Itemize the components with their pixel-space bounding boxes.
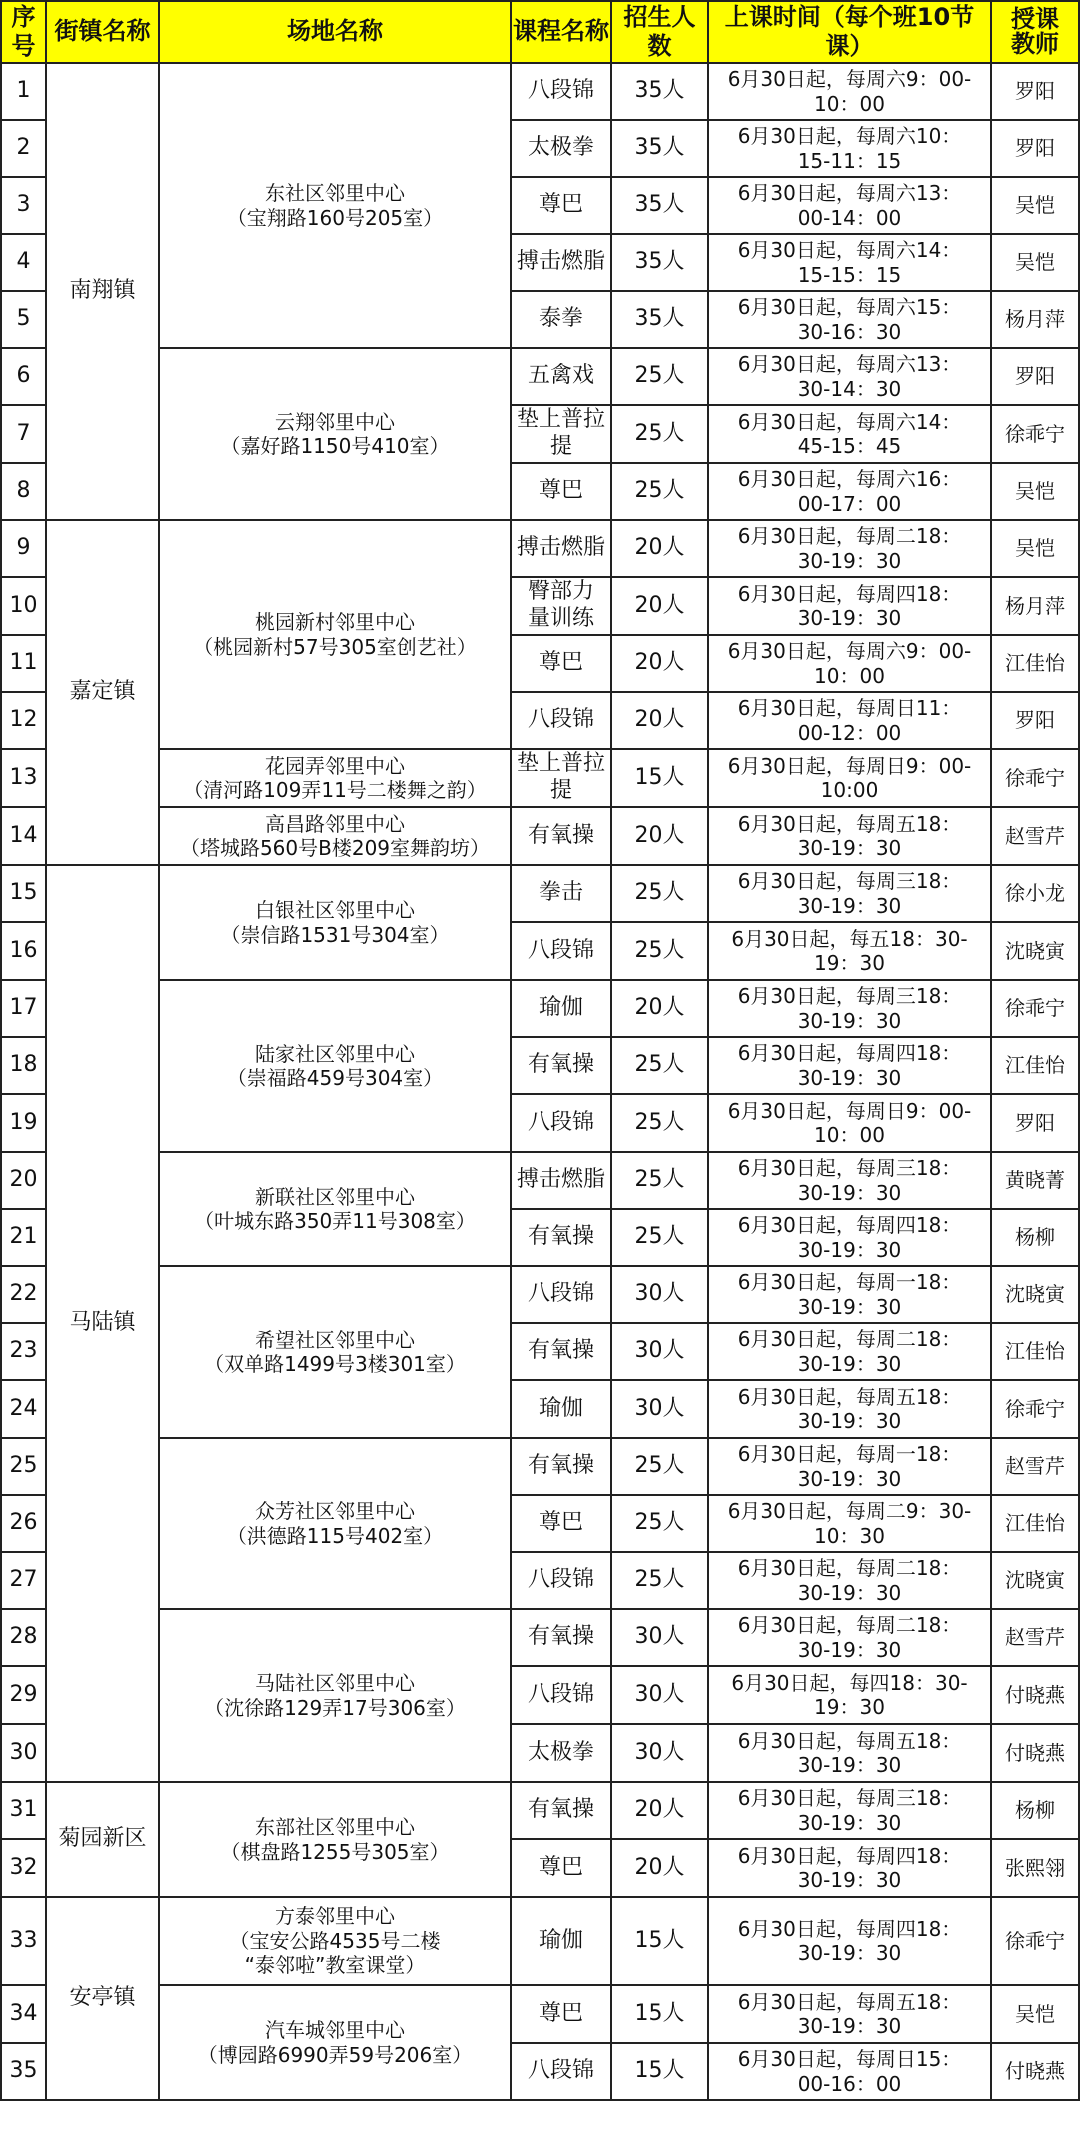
course-name: 尊巴 bbox=[512, 1986, 612, 2044]
row-number: 32 bbox=[0, 1840, 47, 1898]
row-number: 28 bbox=[0, 1610, 47, 1667]
teacher-name: 吴恺 bbox=[992, 1986, 1080, 2044]
course-name: 太极拳 bbox=[512, 1725, 612, 1783]
course-name: 搏击燃脂 bbox=[512, 521, 612, 578]
course-name: 有氧操 bbox=[512, 1783, 612, 1840]
class-time: 6月30日起，每周六16： 00-17：00 bbox=[709, 464, 992, 521]
class-time: 6月30日起，每周三18： 30-19：30 bbox=[709, 981, 992, 1038]
course-name: 有氧操 bbox=[512, 1210, 612, 1267]
class-time: 6月30日起，每周二18： 30-19：30 bbox=[709, 521, 992, 578]
course-name: 搏击燃脂 bbox=[512, 1153, 612, 1210]
teacher-name: 徐小龙 bbox=[992, 866, 1080, 923]
teacher-name: 罗阳 bbox=[992, 121, 1080, 178]
row-number: 8 bbox=[0, 464, 47, 521]
teacher-name: 杨柳 bbox=[992, 1783, 1080, 1840]
class-time: 6月30日起，每周六14： 45-15：45 bbox=[709, 406, 992, 464]
row-number: 17 bbox=[0, 981, 47, 1038]
course-name: 八段锦 bbox=[512, 1095, 612, 1153]
enrollment-count: 20人 bbox=[612, 981, 709, 1038]
enrollment-count: 20人 bbox=[612, 808, 709, 866]
course-name: 尊巴 bbox=[512, 178, 612, 235]
row-number: 5 bbox=[0, 292, 47, 349]
header-town: 街镇名称 bbox=[47, 0, 160, 64]
class-time: 6月30日起，每周六9：00- 10：00 bbox=[709, 636, 992, 693]
class-time: 6月30日起，每周二18： 30-19：30 bbox=[709, 1324, 992, 1381]
course-name: 拳击 bbox=[512, 866, 612, 923]
teacher-name: 吴恺 bbox=[992, 235, 1080, 292]
row-number: 14 bbox=[0, 808, 47, 866]
row-number: 24 bbox=[0, 1381, 47, 1439]
enrollment-count: 35人 bbox=[612, 178, 709, 235]
teacher-name: 赵雪芹 bbox=[992, 808, 1080, 866]
enrollment-count: 30人 bbox=[612, 1667, 709, 1725]
course-name: 瑜伽 bbox=[512, 1898, 612, 1986]
class-time: 6月30日起，每周四18： 30-19：30 bbox=[709, 1898, 992, 1986]
venue-cell: 东部社区邻里中心 （棋盘路1255号305室） bbox=[160, 1783, 512, 1898]
teacher-name: 徐乖宁 bbox=[992, 1381, 1080, 1439]
class-time: 6月30日起，每周六13： 30-14：30 bbox=[709, 349, 992, 406]
teacher-name: 吴恺 bbox=[992, 521, 1080, 578]
teacher-name: 江佳怡 bbox=[992, 1496, 1080, 1553]
row-number: 3 bbox=[0, 178, 47, 235]
row-number: 19 bbox=[0, 1095, 47, 1153]
venue-cell: 众芳社区邻里中心 （洪德路115号402室） bbox=[160, 1439, 512, 1610]
course-name: 泰拳 bbox=[512, 292, 612, 349]
enrollment-count: 25人 bbox=[612, 349, 709, 406]
header-time: 上课时间（每个班10节课） bbox=[709, 0, 992, 64]
teacher-name: 徐乖宁 bbox=[992, 750, 1080, 808]
class-time: 6月30日起，每周四18： 30-19：30 bbox=[709, 1210, 992, 1267]
header-venue: 场地名称 bbox=[160, 0, 512, 64]
teacher-name: 徐乖宁 bbox=[992, 981, 1080, 1038]
class-time: 6月30日起，每周六14： 15-15：15 bbox=[709, 235, 992, 292]
class-time: 6月30日起，每周一18： 30-19：30 bbox=[709, 1439, 992, 1496]
course-name: 有氧操 bbox=[512, 1610, 612, 1667]
header-no: 序号 bbox=[0, 0, 47, 64]
teacher-name: 杨月萍 bbox=[992, 578, 1080, 636]
course-name: 八段锦 bbox=[512, 923, 612, 981]
row-number: 23 bbox=[0, 1324, 47, 1381]
course-name: 瑜伽 bbox=[512, 1381, 612, 1439]
header-count: 招生人数 bbox=[612, 0, 709, 64]
row-number: 10 bbox=[0, 578, 47, 636]
venue-cell: 新联社区邻里中心 （叶城东路350弄11号308室） bbox=[160, 1153, 512, 1267]
venue-cell: 花园弄邻里中心 （清河路109弄11号二楼舞之韵） bbox=[160, 750, 512, 808]
teacher-name: 罗阳 bbox=[992, 1095, 1080, 1153]
enrollment-count: 25人 bbox=[612, 1496, 709, 1553]
class-time: 6月30日起，每周六10： 15-11：15 bbox=[709, 121, 992, 178]
teacher-name: 徐乖宁 bbox=[992, 406, 1080, 464]
course-name: 垫上普拉 提 bbox=[512, 406, 612, 464]
row-number: 33 bbox=[0, 1898, 47, 1986]
row-number: 1 bbox=[0, 64, 47, 121]
town-cell: 马陆镇 bbox=[47, 866, 160, 1783]
town-cell: 菊园新区 bbox=[47, 1783, 160, 1898]
row-number: 4 bbox=[0, 235, 47, 292]
class-time: 6月30日起，每周三18： 30-19：30 bbox=[709, 1783, 992, 1840]
town-cell: 南翔镇 bbox=[47, 64, 160, 521]
course-name: 八段锦 bbox=[512, 64, 612, 121]
venue-cell: 方泰邻里中心 （宝安公路4535号二楼 “泰邻啦”教室课堂） bbox=[160, 1898, 512, 1986]
teacher-name: 沈晓寅 bbox=[992, 1267, 1080, 1324]
course-name: 八段锦 bbox=[512, 2044, 612, 2101]
class-time: 6月30日起，每周一18： 30-19：30 bbox=[709, 1267, 992, 1324]
course-name: 臀部力 量训练 bbox=[512, 578, 612, 636]
class-time: 6月30日起，每周五18： 30-19：30 bbox=[709, 1986, 992, 2044]
enrollment-count: 15人 bbox=[612, 1986, 709, 2044]
row-number: 7 bbox=[0, 406, 47, 464]
enrollment-count: 25人 bbox=[612, 464, 709, 521]
enrollment-count: 25人 bbox=[612, 1038, 709, 1095]
teacher-name: 赵雪芹 bbox=[992, 1439, 1080, 1496]
enrollment-count: 30人 bbox=[612, 1725, 709, 1783]
course-name: 有氧操 bbox=[512, 1439, 612, 1496]
teacher-name: 付晓燕 bbox=[992, 1725, 1080, 1783]
enrollment-count: 25人 bbox=[612, 866, 709, 923]
enrollment-count: 35人 bbox=[612, 64, 709, 121]
row-number: 30 bbox=[0, 1725, 47, 1783]
enrollment-count: 20人 bbox=[612, 1840, 709, 1898]
class-time: 6月30日起，每周四18： 30-19：30 bbox=[709, 578, 992, 636]
enrollment-count: 15人 bbox=[612, 1898, 709, 1986]
class-time: 6月30日起，每周二18： 30-19：30 bbox=[709, 1610, 992, 1667]
course-name: 太极拳 bbox=[512, 121, 612, 178]
teacher-name: 罗阳 bbox=[992, 693, 1080, 750]
row-number: 21 bbox=[0, 1210, 47, 1267]
venue-cell: 桃园新村邻里中心 （桃园新村57号305室创艺社） bbox=[160, 521, 512, 750]
teacher-name: 江佳怡 bbox=[992, 636, 1080, 693]
venue-cell: 汽车城邻里中心 （博园路6990弄59号206室） bbox=[160, 1986, 512, 2101]
teacher-name: 罗阳 bbox=[992, 349, 1080, 406]
course-name: 尊巴 bbox=[512, 636, 612, 693]
teacher-name: 杨月萍 bbox=[992, 292, 1080, 349]
row-number: 16 bbox=[0, 923, 47, 981]
class-time: 6月30日起，每周三18： 30-19：30 bbox=[709, 866, 992, 923]
teacher-name: 江佳怡 bbox=[992, 1038, 1080, 1095]
class-time: 6月30日起，每周六13： 00-14：00 bbox=[709, 178, 992, 235]
course-name: 八段锦 bbox=[512, 1667, 612, 1725]
enrollment-count: 20人 bbox=[612, 521, 709, 578]
teacher-name: 吴恺 bbox=[992, 178, 1080, 235]
teacher-name: 张熙翎 bbox=[992, 1840, 1080, 1898]
class-time: 6月30日起，每周四18： 30-19：30 bbox=[709, 1038, 992, 1095]
row-number: 34 bbox=[0, 1986, 47, 2044]
course-name: 八段锦 bbox=[512, 693, 612, 750]
class-time: 6月30日起，每周日9：00- 10:00 bbox=[709, 750, 992, 808]
enrollment-count: 25人 bbox=[612, 923, 709, 981]
class-time: 6月30日起，每周三18： 30-19：30 bbox=[709, 1153, 992, 1210]
course-name: 尊巴 bbox=[512, 1840, 612, 1898]
course-name: 垫上普拉 提 bbox=[512, 750, 612, 808]
row-number: 31 bbox=[0, 1783, 47, 1840]
teacher-name: 徐乖宁 bbox=[992, 1898, 1080, 1986]
course-name: 八段锦 bbox=[512, 1267, 612, 1324]
teacher-name: 付晓燕 bbox=[992, 2044, 1080, 2101]
enrollment-count: 30人 bbox=[612, 1324, 709, 1381]
row-number: 18 bbox=[0, 1038, 47, 1095]
course-name: 八段锦 bbox=[512, 1553, 612, 1610]
teacher-name: 杨柳 bbox=[992, 1210, 1080, 1267]
course-name: 尊巴 bbox=[512, 464, 612, 521]
header-teacher: 授课 教师 bbox=[992, 0, 1080, 64]
row-number: 11 bbox=[0, 636, 47, 693]
row-number: 35 bbox=[0, 2044, 47, 2101]
course-name: 有氧操 bbox=[512, 1038, 612, 1095]
class-time: 6月30日起，每周日11： 00-12：00 bbox=[709, 693, 992, 750]
row-number: 9 bbox=[0, 521, 47, 578]
class-time: 6月30日起，每周四18： 30-19：30 bbox=[709, 1840, 992, 1898]
venue-cell: 云翔邻里中心 （嘉好路1150号410室） bbox=[160, 349, 512, 521]
teacher-name: 赵雪芹 bbox=[992, 1610, 1080, 1667]
row-number: 6 bbox=[0, 349, 47, 406]
venue-cell: 高昌路邻里中心 （塔城路560号B楼209室舞韵坊） bbox=[160, 808, 512, 866]
enrollment-count: 30人 bbox=[612, 1610, 709, 1667]
enrollment-count: 25人 bbox=[612, 1553, 709, 1610]
row-number: 20 bbox=[0, 1153, 47, 1210]
course-name: 瑜伽 bbox=[512, 981, 612, 1038]
venue-cell: 希望社区邻里中心 （双单路1499号3楼301室） bbox=[160, 1267, 512, 1439]
course-name: 五禽戏 bbox=[512, 349, 612, 406]
enrollment-count: 25人 bbox=[612, 1439, 709, 1496]
enrollment-count: 35人 bbox=[612, 121, 709, 178]
teacher-name: 黄晓菁 bbox=[992, 1153, 1080, 1210]
course-name: 有氧操 bbox=[512, 808, 612, 866]
venue-cell: 东社区邻里中心 （宝翔路160号205室） bbox=[160, 64, 512, 349]
course-name: 尊巴 bbox=[512, 1496, 612, 1553]
class-time: 6月30日起，每周六9：00- 10：00 bbox=[709, 64, 992, 121]
header-course: 课程名称 bbox=[512, 0, 612, 64]
class-time: 6月30日起，每周日9：00- 10：00 bbox=[709, 1095, 992, 1153]
enrollment-count: 25人 bbox=[612, 1210, 709, 1267]
venue-cell: 马陆社区邻里中心 （沈徐路129弄17号306室） bbox=[160, 1610, 512, 1783]
row-number: 25 bbox=[0, 1439, 47, 1496]
venue-cell: 白银社区邻里中心 （崇信路1531号304室） bbox=[160, 866, 512, 981]
venue-cell: 陆家社区邻里中心 （崇福路459号304室） bbox=[160, 981, 512, 1153]
class-time: 6月30日起，每四18：30- 19：30 bbox=[709, 1667, 992, 1725]
row-number: 26 bbox=[0, 1496, 47, 1553]
enrollment-count: 30人 bbox=[612, 1381, 709, 1439]
teacher-name: 罗阳 bbox=[992, 64, 1080, 121]
class-time: 6月30日起，每周五18： 30-19：30 bbox=[709, 1725, 992, 1783]
row-number: 15 bbox=[0, 866, 47, 923]
teacher-name: 沈晓寅 bbox=[992, 1553, 1080, 1610]
enrollment-count: 35人 bbox=[612, 235, 709, 292]
enrollment-count: 15人 bbox=[612, 750, 709, 808]
course-name: 搏击燃脂 bbox=[512, 235, 612, 292]
enrollment-count: 20人 bbox=[612, 693, 709, 750]
enrollment-count: 25人 bbox=[612, 1095, 709, 1153]
town-cell: 嘉定镇 bbox=[47, 521, 160, 866]
class-time: 6月30日起，每周五18： 30-19：30 bbox=[709, 1381, 992, 1439]
class-time: 6月30日起，每周二18： 30-19：30 bbox=[709, 1553, 992, 1610]
row-number: 12 bbox=[0, 693, 47, 750]
teacher-name: 吴恺 bbox=[992, 464, 1080, 521]
enrollment-count: 35人 bbox=[612, 292, 709, 349]
teacher-name: 江佳怡 bbox=[992, 1324, 1080, 1381]
enrollment-count: 20人 bbox=[612, 578, 709, 636]
enrollment-count: 15人 bbox=[612, 2044, 709, 2101]
enrollment-count: 30人 bbox=[612, 1267, 709, 1324]
class-time: 6月30日起，每周五18： 30-19：30 bbox=[709, 808, 992, 866]
teacher-name: 沈晓寅 bbox=[992, 923, 1080, 981]
enrollment-count: 25人 bbox=[612, 406, 709, 464]
class-time: 6月30日起，每五18：30- 19：30 bbox=[709, 923, 992, 981]
teacher-name: 付晓燕 bbox=[992, 1667, 1080, 1725]
row-number: 22 bbox=[0, 1267, 47, 1324]
enrollment-count: 25人 bbox=[612, 1153, 709, 1210]
town-cell: 安亭镇 bbox=[47, 1898, 160, 2101]
class-time: 6月30日起，每周六15： 30-16：30 bbox=[709, 292, 992, 349]
class-time: 6月30日起，每周日15： 00-16：00 bbox=[709, 2044, 992, 2101]
class-time: 6月30日起，每周二9：30- 10：30 bbox=[709, 1496, 992, 1553]
row-number: 27 bbox=[0, 1553, 47, 1610]
enrollment-count: 20人 bbox=[612, 636, 709, 693]
course-name: 有氧操 bbox=[512, 1324, 612, 1381]
row-number: 13 bbox=[0, 750, 47, 808]
enrollment-count: 20人 bbox=[612, 1783, 709, 1840]
row-number: 2 bbox=[0, 121, 47, 178]
row-number: 29 bbox=[0, 1667, 47, 1725]
